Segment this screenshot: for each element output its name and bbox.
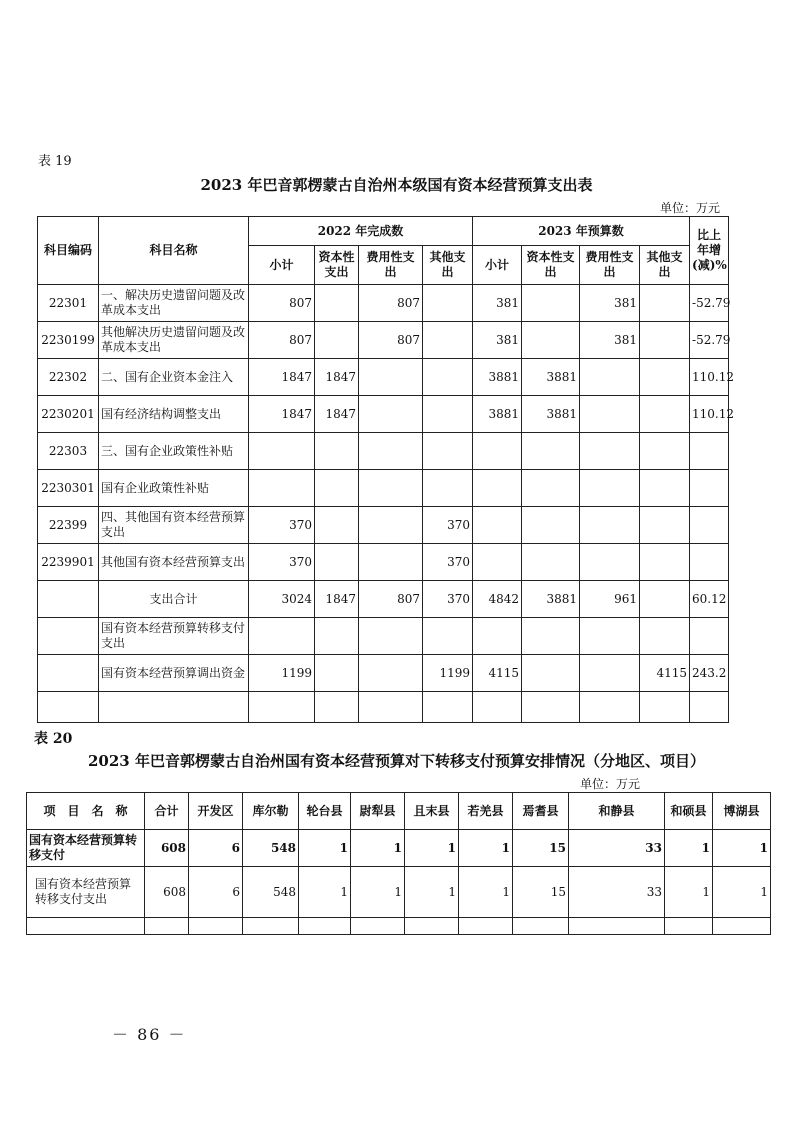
- table19: [37, 216, 735, 723]
- cell-value: 1: [713, 830, 771, 867]
- cell-change: [690, 470, 729, 507]
- cell-y23-other: [640, 285, 690, 322]
- cell-y23-other: [640, 507, 690, 544]
- cell-name: 支出合计: [99, 581, 249, 618]
- table-row: [38, 507, 729, 544]
- header-col-9: 和静县: [569, 793, 665, 830]
- cell-y22-other: 370: [423, 507, 473, 544]
- cell-y23-expense: [580, 544, 640, 581]
- cell-value: 1: [351, 830, 405, 867]
- table-row: [38, 618, 729, 655]
- table-row: [38, 322, 729, 359]
- table-row: [27, 867, 771, 918]
- cell-y23-expense: [580, 507, 640, 544]
- cell-value: 548: [243, 830, 299, 867]
- cell-value: 33: [569, 867, 665, 918]
- cell-value: 33: [569, 830, 665, 867]
- header-col-7: 若羌县: [459, 793, 513, 830]
- cell-code: 2230301: [38, 470, 99, 507]
- header-col-0: 项 目 名 称: [27, 793, 145, 830]
- cell-code: 22303: [38, 433, 99, 470]
- header-name: 科目名称: [99, 217, 249, 285]
- cell-value: 548: [243, 867, 299, 918]
- header-2023-other: 其他支出: [640, 246, 690, 285]
- header-2023-expense: 费用性支出: [580, 246, 640, 285]
- cell-name: 一、解决历史遗留问题及改革成本支出: [99, 285, 249, 322]
- cell-y23-expense: [580, 396, 640, 433]
- header-col-4: 轮台县: [299, 793, 351, 830]
- cell-y22-other: [423, 285, 473, 322]
- cell-y22-other: [423, 618, 473, 655]
- cell-code: 22302: [38, 359, 99, 396]
- cell-code: [38, 581, 99, 618]
- cell-y22-capital: [315, 655, 359, 692]
- cell-y23-capital: [522, 470, 580, 507]
- cell-y23-expense: [580, 470, 640, 507]
- cell-y23-other: [640, 581, 690, 618]
- cell-change: -52.79: [690, 322, 729, 359]
- cell-change: [690, 433, 729, 470]
- cell-code: [38, 618, 99, 655]
- cell-y22-capital: [315, 470, 359, 507]
- cell-y22-other: [423, 359, 473, 396]
- cell-y23-other: [640, 618, 690, 655]
- header-2023-subtotal: 小计: [473, 246, 522, 285]
- cell-y23-total: 381: [473, 285, 522, 322]
- cell-change: 60.12: [690, 581, 729, 618]
- cell-y22-capital: [315, 285, 359, 322]
- cell-y23-other: [640, 322, 690, 359]
- cell-value: 15: [513, 867, 569, 918]
- cell-y22-expense: [359, 396, 423, 433]
- cell-change: [690, 507, 729, 544]
- cell-value: 6: [189, 830, 243, 867]
- header-2022: 2022 年完成数: [249, 217, 473, 246]
- cell-value: 1: [405, 867, 459, 918]
- table19-empty-row: [38, 692, 729, 723]
- cell-code: 2239901: [38, 544, 99, 581]
- cell-y22-expense: [359, 433, 423, 470]
- cell-code: 22399: [38, 507, 99, 544]
- table-row: [38, 285, 729, 322]
- cell-y23-total: [473, 618, 522, 655]
- table20-label: 表 20: [34, 731, 73, 747]
- cell-y22-capital: [315, 544, 359, 581]
- cell-y22-total: 1199: [249, 655, 315, 692]
- cell-y23-capital: [522, 285, 580, 322]
- cell-y22-capital: 1847: [315, 396, 359, 433]
- cell-y23-other: [640, 433, 690, 470]
- cell-name: 国有企业政策性补贴: [99, 470, 249, 507]
- cell-name: 其他解决历史遗留问题及改革成本支出: [99, 322, 249, 359]
- cell-y22-expense: [359, 655, 423, 692]
- header-2022-expense: 费用性支出: [359, 246, 423, 285]
- cell-value: 1: [459, 830, 513, 867]
- cell-y23-total: 4115: [473, 655, 522, 692]
- cell-y23-total: 3881: [473, 359, 522, 396]
- cell-y23-expense: [580, 655, 640, 692]
- table-row: [38, 544, 729, 581]
- header-col-10: 和硕县: [665, 793, 713, 830]
- cell-name: 其他国有资本经营预算支出: [99, 544, 249, 581]
- cell-change: [690, 618, 729, 655]
- cell-name: 三、国有企业政策性补贴: [99, 433, 249, 470]
- cell-y23-expense: 381: [580, 322, 640, 359]
- cell-code: [38, 655, 99, 692]
- cell-name: 四、其他国有资本经营预算支出: [99, 507, 249, 544]
- cell-change: 110.12: [690, 359, 729, 396]
- cell-y23-total: 381: [473, 322, 522, 359]
- table20-empty-row: [27, 918, 771, 935]
- header-2022-capital: 资本性支出: [315, 246, 359, 285]
- cell-y23-capital: 3881: [522, 359, 580, 396]
- cell-y23-capital: 3881: [522, 396, 580, 433]
- cell-y23-capital: [522, 544, 580, 581]
- cell-name: 国有资本经营预算调出资金: [99, 655, 249, 692]
- cell-y22-total: [249, 470, 315, 507]
- cell-change: 110.12: [690, 396, 729, 433]
- header-change: 比上年增(减)%: [690, 217, 729, 285]
- cell-y23-other: 4115: [640, 655, 690, 692]
- table20: [26, 792, 771, 935]
- cell-y22-other: 370: [423, 544, 473, 581]
- cell-value: 1: [459, 867, 513, 918]
- table20-unit: 单位：万元: [580, 777, 641, 791]
- cell-y22-other: [423, 396, 473, 433]
- header-2023-capital: 资本性支出: [522, 246, 580, 285]
- cell-value: 1: [665, 830, 713, 867]
- cell-change: -52.79: [690, 285, 729, 322]
- cell-value: 1: [405, 830, 459, 867]
- cell-y23-other: [640, 470, 690, 507]
- cell-y23-capital: [522, 618, 580, 655]
- cell-y23-expense: [580, 359, 640, 396]
- header-col-1: 合计: [145, 793, 189, 830]
- table19-title: 2023 年巴音郭楞蒙古自治州本级国有资本经营预算支出表: [200, 176, 593, 194]
- page-number: － 86 －: [112, 1025, 187, 1044]
- cell-y22-other: [423, 433, 473, 470]
- cell-y23-expense: [580, 618, 640, 655]
- cell-y23-total: [473, 470, 522, 507]
- cell-y22-other: [423, 470, 473, 507]
- cell-y22-expense: 807: [359, 322, 423, 359]
- table-row: [38, 433, 729, 470]
- cell-change: [690, 544, 729, 581]
- cell-y22-capital: [315, 618, 359, 655]
- cell-name: 国有资本经营预算转移支付: [27, 830, 145, 867]
- cell-value: 6: [189, 867, 243, 918]
- header-col-11: 博湖县: [713, 793, 771, 830]
- cell-y22-total: 807: [249, 322, 315, 359]
- cell-y23-other: [640, 396, 690, 433]
- cell-y22-total: [249, 433, 315, 470]
- cell-y23-other: [640, 359, 690, 396]
- cell-y22-capital: [315, 322, 359, 359]
- cell-y22-capital: [315, 433, 359, 470]
- cell-y23-capital: [522, 322, 580, 359]
- cell-y22-total: 370: [249, 507, 315, 544]
- cell-name: 国有资本经营预算转移支付支出: [99, 618, 249, 655]
- cell-y23-expense: [580, 433, 640, 470]
- table-row: [38, 359, 729, 396]
- cell-code: 22301: [38, 285, 99, 322]
- cell-y23-expense: 961: [580, 581, 640, 618]
- table20-title: 2023 年巴音郭楞蒙古自治州国有资本经营预算对下转移支付预算安排情况（分地区、项目）: [88, 752, 705, 770]
- header-2022-other: 其他支出: [423, 246, 473, 285]
- cell-y22-capital: 1847: [315, 581, 359, 618]
- table19-unit: 单位：万元: [660, 201, 721, 215]
- cell-change: 243.2: [690, 655, 729, 692]
- cell-value: 1: [665, 867, 713, 918]
- cell-y22-expense: [359, 470, 423, 507]
- cell-name: 二、国有企业资本金注入: [99, 359, 249, 396]
- cell-y23-total: [473, 544, 522, 581]
- cell-y23-capital: 3881: [522, 581, 580, 618]
- cell-y23-capital: [522, 655, 580, 692]
- cell-code: 2230199: [38, 322, 99, 359]
- table-row: [38, 470, 729, 507]
- cell-y22-other: [423, 322, 473, 359]
- cell-name: 国有经济结构调整支出: [99, 396, 249, 433]
- cell-y22-capital: 1847: [315, 359, 359, 396]
- cell-value: 1: [713, 867, 771, 918]
- cell-y22-total: 1847: [249, 359, 315, 396]
- cell-value: 608: [145, 867, 189, 918]
- header-col-8: 焉耆县: [513, 793, 569, 830]
- cell-value: 1: [351, 867, 405, 918]
- cell-y23-total: [473, 433, 522, 470]
- cell-y22-expense: [359, 507, 423, 544]
- header-code: 科目编码: [38, 217, 99, 285]
- cell-y22-total: 3024: [249, 581, 315, 618]
- cell-y22-expense: [359, 359, 423, 396]
- table-row: [38, 655, 729, 692]
- table19-label: 表 19: [38, 154, 72, 169]
- cell-y23-total: 4842: [473, 581, 522, 618]
- table-row: [38, 581, 729, 618]
- cell-y23-capital: [522, 507, 580, 544]
- cell-y22-total: 807: [249, 285, 315, 322]
- cell-y23-expense: 381: [580, 285, 640, 322]
- cell-y22-other: 1199: [423, 655, 473, 692]
- cell-name: 国有资本经营预算转移支付支出: [27, 867, 145, 918]
- cell-y23-other: [640, 544, 690, 581]
- cell-y22-expense: 807: [359, 285, 423, 322]
- cell-y22-expense: [359, 544, 423, 581]
- cell-y22-total: 1847: [249, 396, 315, 433]
- cell-value: 608: [145, 830, 189, 867]
- header-col-6: 且末县: [405, 793, 459, 830]
- cell-y22-total: [249, 618, 315, 655]
- cell-y23-capital: [522, 433, 580, 470]
- cell-value: 1: [299, 830, 351, 867]
- cell-y22-expense: [359, 618, 423, 655]
- cell-value: 1: [299, 867, 351, 918]
- cell-y22-total: 370: [249, 544, 315, 581]
- header-col-3: 库尔勒: [243, 793, 299, 830]
- header-col-2: 开发区: [189, 793, 243, 830]
- table-row: [27, 830, 771, 867]
- header-col-5: 尉犁县: [351, 793, 405, 830]
- cell-y23-total: [473, 507, 522, 544]
- cell-y23-total: 3881: [473, 396, 522, 433]
- header-2023: 2023 年预算数: [473, 217, 690, 246]
- cell-code: 2230201: [38, 396, 99, 433]
- table-row: [38, 396, 729, 433]
- cell-y22-other: 370: [423, 581, 473, 618]
- header-2022-subtotal: 小计: [249, 246, 315, 285]
- cell-y22-expense: 807: [359, 581, 423, 618]
- cell-y22-capital: [315, 507, 359, 544]
- cell-value: 15: [513, 830, 569, 867]
